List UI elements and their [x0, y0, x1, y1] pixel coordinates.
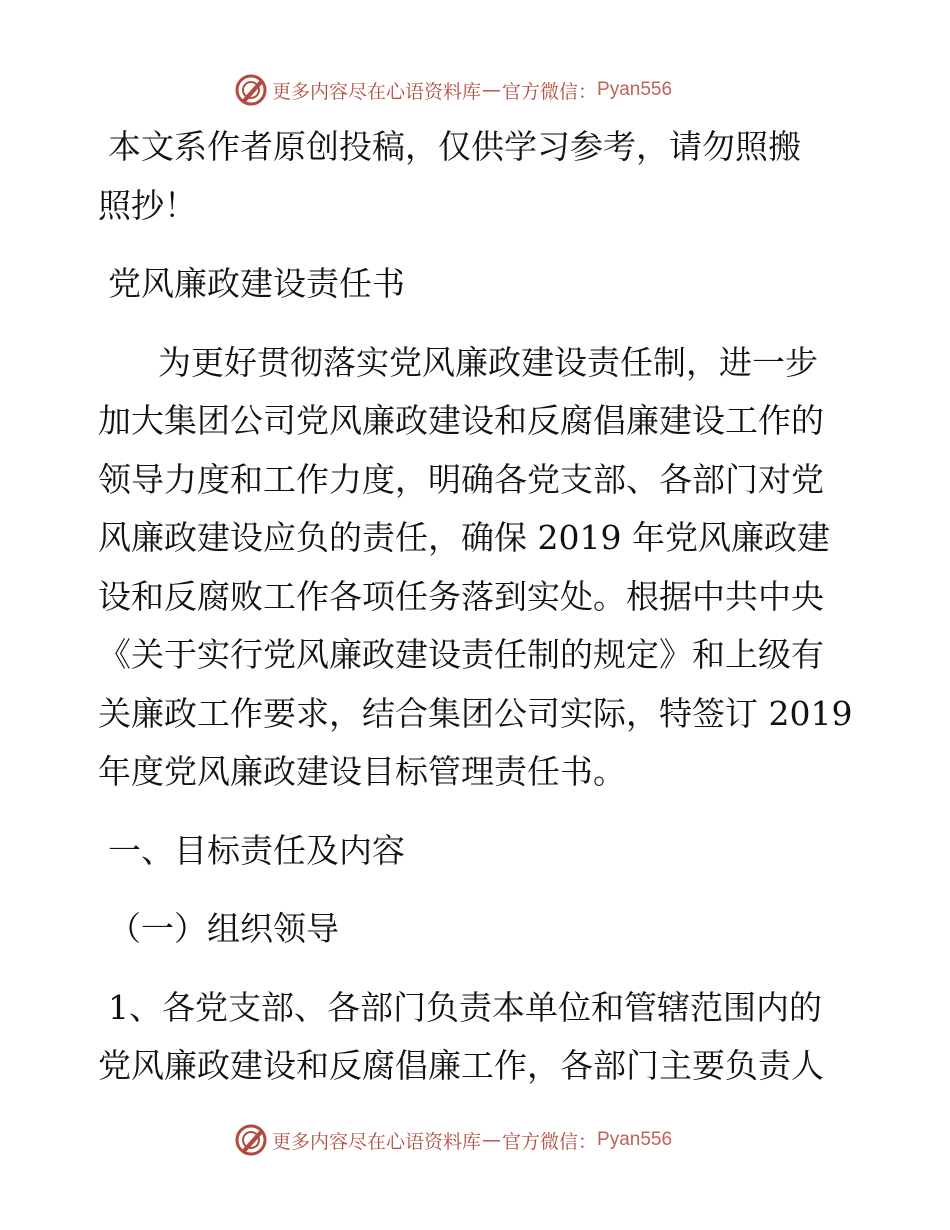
paragraph-line: 年度党风廉政建设目标管理责任书。 — [98, 752, 626, 791]
header-watermark-banner — [234, 73, 672, 107]
brand-logo-icon — [234, 1123, 268, 1157]
banner-wechat-label: 官方微信： — [502, 80, 598, 103]
paragraph-line: 领导力度和工作力度，明确各党支部、各部门对党 — [98, 459, 824, 499]
banner-wechat-id: Pyan556 — [597, 1129, 673, 1150]
notice-line-1: 本文系作者原创投稿，仅供学习参考，请勿照搬 — [108, 127, 801, 166]
paragraph-line: 设和反腐败工作各项任务落到实处。根据中共中央 — [98, 576, 824, 616]
document-body — [98, 118, 858, 1096]
paragraph-line: 为更好贯彻落实党风廉政建设责任制，进一步 — [158, 342, 818, 382]
brand-logo-icon — [234, 73, 268, 107]
paragraph-line: 关廉政工作要求，结合集团公司实际，特签订 2019 — [98, 693, 853, 733]
paragraph-line: 《关于实行党风廉政建设责任制的规定》和上级有 — [98, 635, 824, 674]
banner-dash: — — [482, 1129, 502, 1151]
banner-main-text: 更多内容尽在心语资料库 — [272, 1130, 482, 1153]
item-line: 党风廉政建设和反腐倡廉工作，各部门主要负责人 — [98, 1046, 824, 1085]
banner-wechat-id: Pyan556 — [597, 79, 673, 100]
subsection-heading: （一）组织领导 — [108, 909, 339, 948]
document-title: 党风廉政建设责任书 — [108, 264, 405, 303]
banner-dash: — — [482, 79, 502, 101]
banner-main-text: 更多内容尽在心语资料库 — [272, 80, 482, 103]
notice-line-2: 照抄！ — [98, 185, 197, 225]
item-line: 1、各党支部、各部门负责本单位和管辖范围内的 — [108, 987, 822, 1027]
footer-watermark-banner — [234, 1123, 672, 1157]
paragraph-line: 风廉政建设应负的责任，确保 2019 年党风廉政建 — [98, 518, 830, 557]
paragraph-line: 加大集团公司党风廉政建设和反腐倡廉建设工作的 — [98, 401, 824, 440]
banner-wechat-label: 官方微信： — [502, 1130, 598, 1153]
section-heading: 一、目标责任及内容 — [108, 830, 405, 870]
